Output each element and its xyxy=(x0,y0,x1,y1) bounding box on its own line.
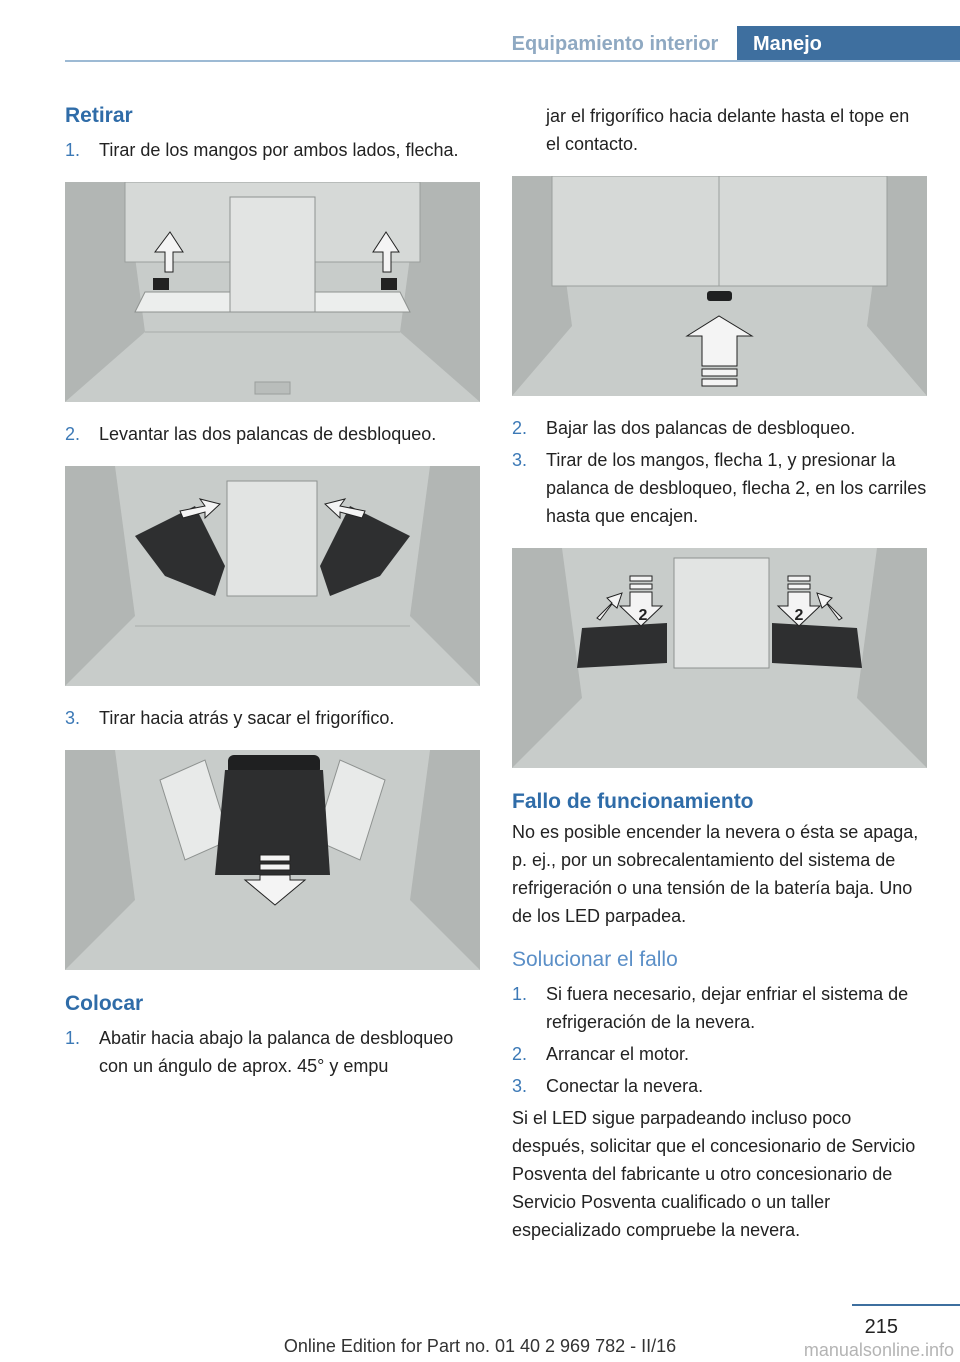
right-column xyxy=(512,100,927,1244)
figure-trunk-handles xyxy=(65,182,480,402)
step-number: 1. xyxy=(512,984,528,1004)
step-text: Tirar de los mangos por ambos lados, flecha. xyxy=(99,140,459,160)
left-column xyxy=(65,100,480,1084)
step-number: 2. xyxy=(512,1044,528,1064)
step-text: Levantar las dos palancas de desbloqueo. xyxy=(99,424,437,444)
retirar-heading: Retirar xyxy=(65,104,133,127)
step-number: 3. xyxy=(65,708,81,728)
colocar-step-2 xyxy=(512,414,927,442)
figure-unlock-levers xyxy=(65,466,480,686)
step-text: Abatir hacia abajo la palanca de desbloqueo con un ángulo de aprox. 45° y empu xyxy=(99,1028,454,1076)
solucionar-heading: Solucionar el fallo xyxy=(512,948,678,971)
fallo-paragraph: No es posible encender la nevera o ésta se apaga, p. ej., por un sobrecalentamiento del sistema de refrigeración o una tensión de la batería baja. Uno de los LED parpadea. xyxy=(512,822,919,926)
colocar-step-1-continued xyxy=(512,102,927,158)
header-section-tab: Equipamiento interior xyxy=(511,32,719,55)
step-number: 1. xyxy=(65,1028,81,1048)
step-number: 3. xyxy=(512,450,528,470)
header-chapter-tab: Manejo xyxy=(737,26,960,62)
closing-paragraph: Si el LED sigue parpadeando incluso poco después, solicitar que el concesionario de Servicio Posventa del fabricante u otro concesionario de Servicio Posventa cualificado o un taller especializado compruebe la nevera. xyxy=(512,1108,916,1240)
step-number: 2. xyxy=(65,424,81,444)
fallo-heading: Fallo de funcionamiento xyxy=(512,790,754,813)
retirar-step-3 xyxy=(65,704,480,732)
figure-push-fridge xyxy=(512,176,927,396)
step-text: Conectar la nevera. xyxy=(546,1076,704,1096)
solucionar-step-1 xyxy=(512,980,927,1036)
step-text: Tirar hacia atrás y sacar el frigorífico. xyxy=(99,708,395,728)
step-text: Si fuera necesario, dejar enfriar el sistema de refrigeración de la nevera. xyxy=(546,984,909,1032)
page-number: 215 xyxy=(864,1316,898,1338)
step-text-continued: jar el frigorífico hacia delante hasta el tope en el contacto. xyxy=(546,106,910,154)
step-number: 2. xyxy=(512,418,528,438)
step-text: Tirar de los mangos, flecha 1, y presionar la palanca de desbloqueo, flecha 2, en los carriles hasta que encajen. xyxy=(546,450,927,526)
colocar-heading: Colocar xyxy=(65,992,144,1015)
retirar-step-1 xyxy=(65,136,480,164)
figure-pull-fridge xyxy=(65,750,480,970)
retirar-step-2 xyxy=(65,420,480,448)
step-number: 1. xyxy=(65,140,81,160)
step-number: 3. xyxy=(512,1076,528,1096)
colocar-step-3 xyxy=(512,446,927,530)
arrow-label-left: 2 xyxy=(638,607,648,624)
solucionar-step-3 xyxy=(512,1072,927,1100)
step-text: Bajar las dos palancas de desbloqueo. xyxy=(546,418,856,438)
step-text: Arrancar el motor. xyxy=(546,1044,690,1064)
header-rule xyxy=(65,60,960,62)
colocar-step-1 xyxy=(65,1024,480,1080)
figure-rails-lock xyxy=(512,548,927,768)
solucionar-step-2 xyxy=(512,1040,927,1068)
footer-rule xyxy=(852,1304,960,1306)
edition-footer: Online Edition for Part no. 01 40 2 969 782 - II/16 xyxy=(283,1336,677,1356)
watermark: manualsonline.info xyxy=(803,1340,954,1360)
arrow-label-right: 2 xyxy=(794,607,804,624)
